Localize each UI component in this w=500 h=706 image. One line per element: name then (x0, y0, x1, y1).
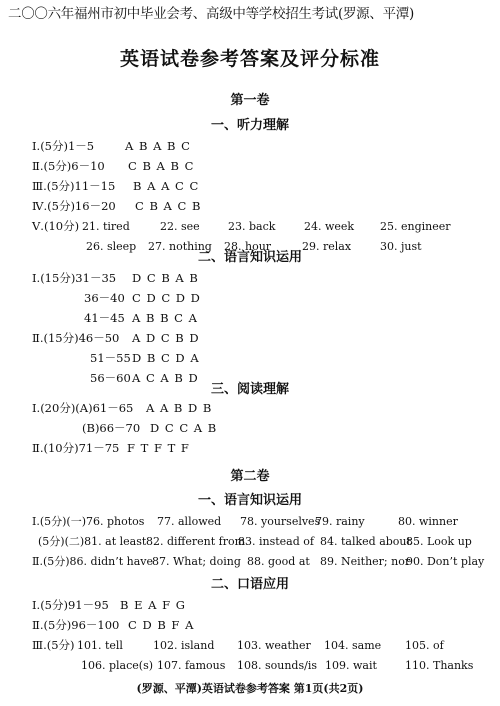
answer-label: 41－45 (84, 311, 125, 325)
answer-values: C D B F A (128, 618, 195, 632)
answer-label: (B)66－70 (82, 421, 141, 435)
answer-values: D B C D A (132, 351, 200, 365)
fill-answer: 110. Thanks (405, 659, 474, 672)
answer-values: C D C D D (132, 291, 201, 305)
answer-values: F T F T F (127, 441, 190, 455)
fill-answer: 25. engineer (380, 220, 451, 233)
answer-values: B A A C C (133, 179, 200, 193)
fill-answer: 77. allowed (157, 515, 222, 528)
fill-answer: 104. same (324, 639, 382, 652)
volume-1-title: 第一卷 (230, 93, 270, 108)
fill-answer: 103. weather (237, 639, 311, 652)
answer-label: Ⅰ.(5分)1－5 (32, 139, 95, 153)
fill-answer: 21. tired (82, 220, 130, 233)
answer-label: Ⅱ.(5分)6－10 (32, 159, 105, 173)
fill-answer: 83. instead of (238, 535, 314, 548)
answer-values: B E A F G (120, 598, 186, 612)
answer-label: Ⅳ.(5分)16－20 (32, 199, 116, 213)
fill-answer: (5分)(二)81. at least (38, 535, 147, 548)
fill-answer: 30. just (380, 240, 422, 253)
fill-answer: 29. relax (302, 240, 352, 253)
fill-answer: 87. What; doing (152, 555, 241, 568)
fill-answer: 84. talked about (320, 535, 411, 548)
fill-answer: 88. good at (247, 555, 310, 568)
answer-label: Ⅱ.(5分)96－100 (32, 618, 120, 632)
answer-values: D C C A B (150, 421, 218, 435)
answer-label: Ⅰ.(5分)91－95 (32, 598, 109, 612)
answer-values: A B A B C (125, 139, 191, 153)
answer-label: Ⅱ.(15分)46－50 (32, 331, 120, 345)
fill-answer: 80. winner (398, 515, 458, 528)
fill-answer: 24. week (304, 220, 355, 233)
fill-answer: 28. hour (224, 240, 272, 253)
section-listening-title: 一、听力理解 (210, 118, 289, 133)
section-language-title: 一、语言知识运用 (197, 493, 302, 508)
fill-answer: 90. Don’t play (406, 555, 485, 568)
fill-answer: 26. sleep (86, 240, 137, 253)
answer-label: 36－40 (84, 291, 125, 305)
fill-answer: 109. wait (325, 659, 377, 672)
answer-label: 56－60 (90, 371, 131, 385)
answer-label: 51－55 (90, 351, 131, 365)
page-title: 英语试卷参考答案及评分标准 (119, 48, 380, 70)
fill-answer: 82. different from (146, 535, 246, 548)
section-v-label: Ⅴ.(10分) (32, 219, 80, 233)
fill-answer: 106. place(s) (81, 659, 154, 672)
answer-values: C B A B C (128, 159, 195, 173)
answer-label: Ⅰ.(20分)(A)61－65 (32, 401, 134, 415)
fill-answer: 101. tell (77, 639, 123, 652)
volume-2-title: 第二卷 (230, 469, 270, 484)
exam-header: 二〇〇六年福州市初中毕业会考、高级中等学校招生考试(罗源、平潭) (8, 6, 414, 22)
fill-answer: Ⅱ.(5分)86. didn’t have (32, 555, 154, 568)
answer-values: A B B C A (132, 311, 198, 325)
answer-values: D C B A B (132, 271, 199, 285)
fill-answer: 105. of (405, 639, 444, 652)
fill-answer: 89. Neither; nor (320, 555, 411, 568)
fill-answer: Ⅰ.(5分)(一)76. photos (32, 515, 145, 528)
fill-answer: 23. back (228, 220, 276, 233)
fill-answer: 78. yourselves (240, 515, 321, 528)
fill-answer: 22. see (160, 220, 200, 233)
answer-values: C B A C B (135, 199, 202, 213)
answer-label: Ⅱ.(10分)71－75 (32, 441, 120, 455)
section-oral-title: 二、口语应用 (210, 577, 289, 592)
fill-answer: 27. nothing (148, 240, 212, 253)
fill-answer: 107. famous (157, 659, 226, 672)
section-reading-title: 三、阅读理解 (210, 382, 289, 397)
answer-label: Ⅲ.(5分)11－15 (32, 179, 116, 193)
fill-answer: 79. rainy (315, 515, 365, 528)
fill-answer: 85. Look up (406, 535, 472, 548)
fill-answer: 108. sounds/is (237, 659, 317, 672)
answer-values: A D C B D (132, 331, 200, 345)
section-iii-label: Ⅲ.(5分) (32, 638, 75, 652)
answer-values: A A B D B (146, 401, 213, 415)
answer-values: A C A B D (132, 371, 199, 385)
fill-answer: 102. island (153, 639, 215, 652)
answer-label: Ⅰ.(15分)31－35 (32, 271, 117, 285)
section-language-title: 二、语言知识运用 (197, 250, 302, 265)
page-footer: (罗源、平潭)英语试卷参考答案 第1页(共2页) (136, 682, 364, 695)
